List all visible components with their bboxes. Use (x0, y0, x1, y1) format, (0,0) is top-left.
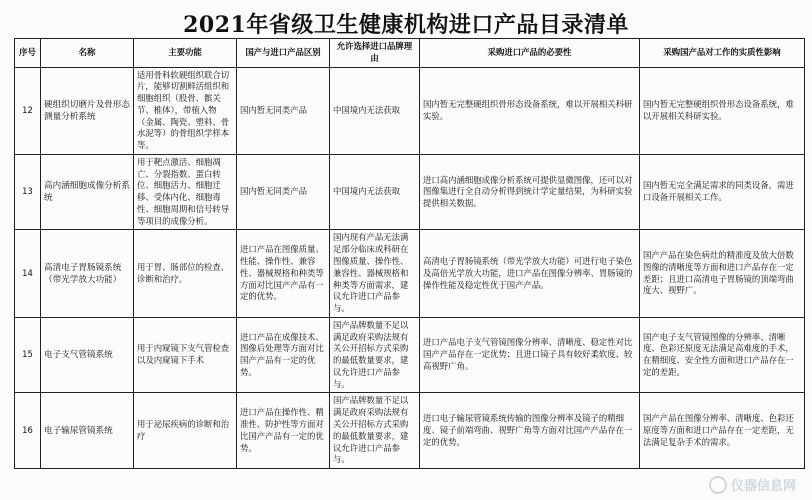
product-table (14, 38, 805, 469)
row-index: 14 (15, 230, 41, 317)
row-name: 高内涵细胞成像分析系统 (41, 154, 134, 230)
row-necessity: 进口产品电子支气管镜图像分辨率、清晰度、稳定性对比国产产品存在一定优势；且进口镜子具有较好柔软度、较高视野广角。 (420, 317, 640, 393)
header-reason: 允许选择进口品牌理由 (330, 39, 420, 68)
row-function: 用于胃、肠部位的检查、诊断和治疗。 (134, 230, 237, 317)
table-row (15, 230, 805, 317)
row-difference: 进口产品在成像技术、图像后处理等方面对比国产产品有一定的优势。 (237, 317, 330, 393)
watermark-text: 仪器信息网 (730, 479, 796, 494)
row-reason: 国产品牌数量不足以满足政府采购法规有关公开招标方式采购的最低数量要求，建议允许进口产品参与。 (330, 393, 420, 469)
row-difference: 国内暂无同类产品 (237, 67, 330, 154)
table-row (15, 154, 805, 230)
row-name: 电子输尿管镜系统 (41, 393, 134, 469)
row-function: 用于内窥镜下支气管检查以及内窥镜下手术 (134, 317, 237, 393)
row-index: 16 (15, 393, 41, 469)
row-index: 13 (15, 154, 41, 230)
table-row (15, 317, 805, 393)
row-difference: 国内暂无同类产品 (237, 154, 330, 230)
row-difference: 进口产品在操作性、精准性、防护性等方面对比国产产品有一定的优势。 (237, 393, 330, 469)
header-function: 主要功能 (134, 39, 237, 68)
row-impact: 国产产品在染色病灶的精准度及放大倍数图像的清晰度等方面和进口产品存在一定差距；且进口高清电子胃肠镜的顶端弯曲度大、视野广。 (640, 230, 805, 317)
row-index: 12 (15, 67, 41, 154)
row-name: 电子支气管镜系统 (41, 317, 134, 393)
row-function: 适用骨科软硬组织联合切片，能够切割鲜活组织和细胞组织（股骨、髌关节、椎体），带植入物（金属、陶瓷、塑料、骨水泥等）的骨组织学样本等。 (134, 67, 237, 154)
row-function: 用于泌尿疾病的诊断和治疗 (134, 393, 237, 469)
row-function: 用于靶点激活、细胞凋亡、分裂指数、蛋白转位、细胞活力、细胞迁移、受体内化、细胞毒性、细胞周期和信号转导等项目的成像分析。 (134, 154, 237, 230)
row-difference: 进口产品在图像质量、性能、操作性、兼容性、器械规格和种类等方面对比国产产品有一定的优势。 (237, 230, 330, 317)
table-row (15, 393, 805, 469)
row-reason: 国内现有产品无法满足部分临床或科研在图像质量、操作性、兼容性、器械规格和种类等方面需求，建议允许进口产品参与。 (330, 230, 420, 317)
row-necessity: 进口电子输尿管镜系统传输的图像分辨率及镜子的精细度、镜子前端弯曲、视野广角等方面对比国产产品存在一定的优势。 (420, 393, 640, 469)
header-impact: 采购国产品对工作的实质性影响 (640, 39, 805, 68)
header-idx: 序号 (15, 39, 41, 68)
header-necessity: 采购进口产品的必要性 (420, 39, 640, 68)
row-reason: 中国境内无法获取 (330, 154, 420, 230)
page-title: 2021年省级卫生健康机构进口产品目录清单 (183, 12, 629, 38)
row-reason: 中国境内无法获取 (330, 67, 420, 154)
row-name: 硬组织切磨片及骨形态测量分析系统 (41, 67, 134, 154)
row-name: 高清电子胃肠镜系统（带光学放大功能） (41, 230, 134, 317)
header-name: 名称 (41, 39, 134, 68)
row-impact: 国内暂无完全满足需求的同类设备，需进口设备开展相关工作。 (640, 154, 805, 230)
row-necessity: 进口高内涵细胞成像分析系统可提供显微图像，还可以对图像集进行全自动分析得到统计学定量结果，为科研实验提供相关数据。 (420, 154, 640, 230)
header-difference: 国产与进口产品区别 (237, 39, 330, 68)
row-impact: 国产产品在图像分辨率、清晰度、色彩还原度等方面和进口产品存在一定差距，无法满足复杂手术的需求。 (640, 393, 805, 469)
watermark-logo-icon (709, 476, 727, 494)
table-header-row (15, 39, 805, 68)
row-necessity: 国内暂无完整硬组织骨形态设备系统，难以开展相关科研实验。 (420, 67, 640, 154)
row-impact: 国产电子支气管镜图像的分辨率、清晰度、色彩还原度无法满足高难度的手术，在精细度、安全性方面和进口产品存在一定的差距。 (640, 317, 805, 393)
watermark (709, 475, 796, 494)
row-necessity: 高清电子胃肠镜系统（带光学放大功能）可进行电子染色及高倍光学放大功能，进口产品在图像分辨率、胃肠镜的操作性能及稳定性优于国产产品。 (420, 230, 640, 317)
row-reason: 国产品牌数量不足以满足政府采购法规有关公开招标方式采购的最低数量要求，建议允许进口产品参与。 (330, 317, 420, 393)
table-row (15, 67, 805, 154)
row-index: 15 (15, 317, 41, 393)
row-impact: 国内暂无完整硬组织骨形态设备系统，难以开展相关科研实验。 (640, 67, 805, 154)
